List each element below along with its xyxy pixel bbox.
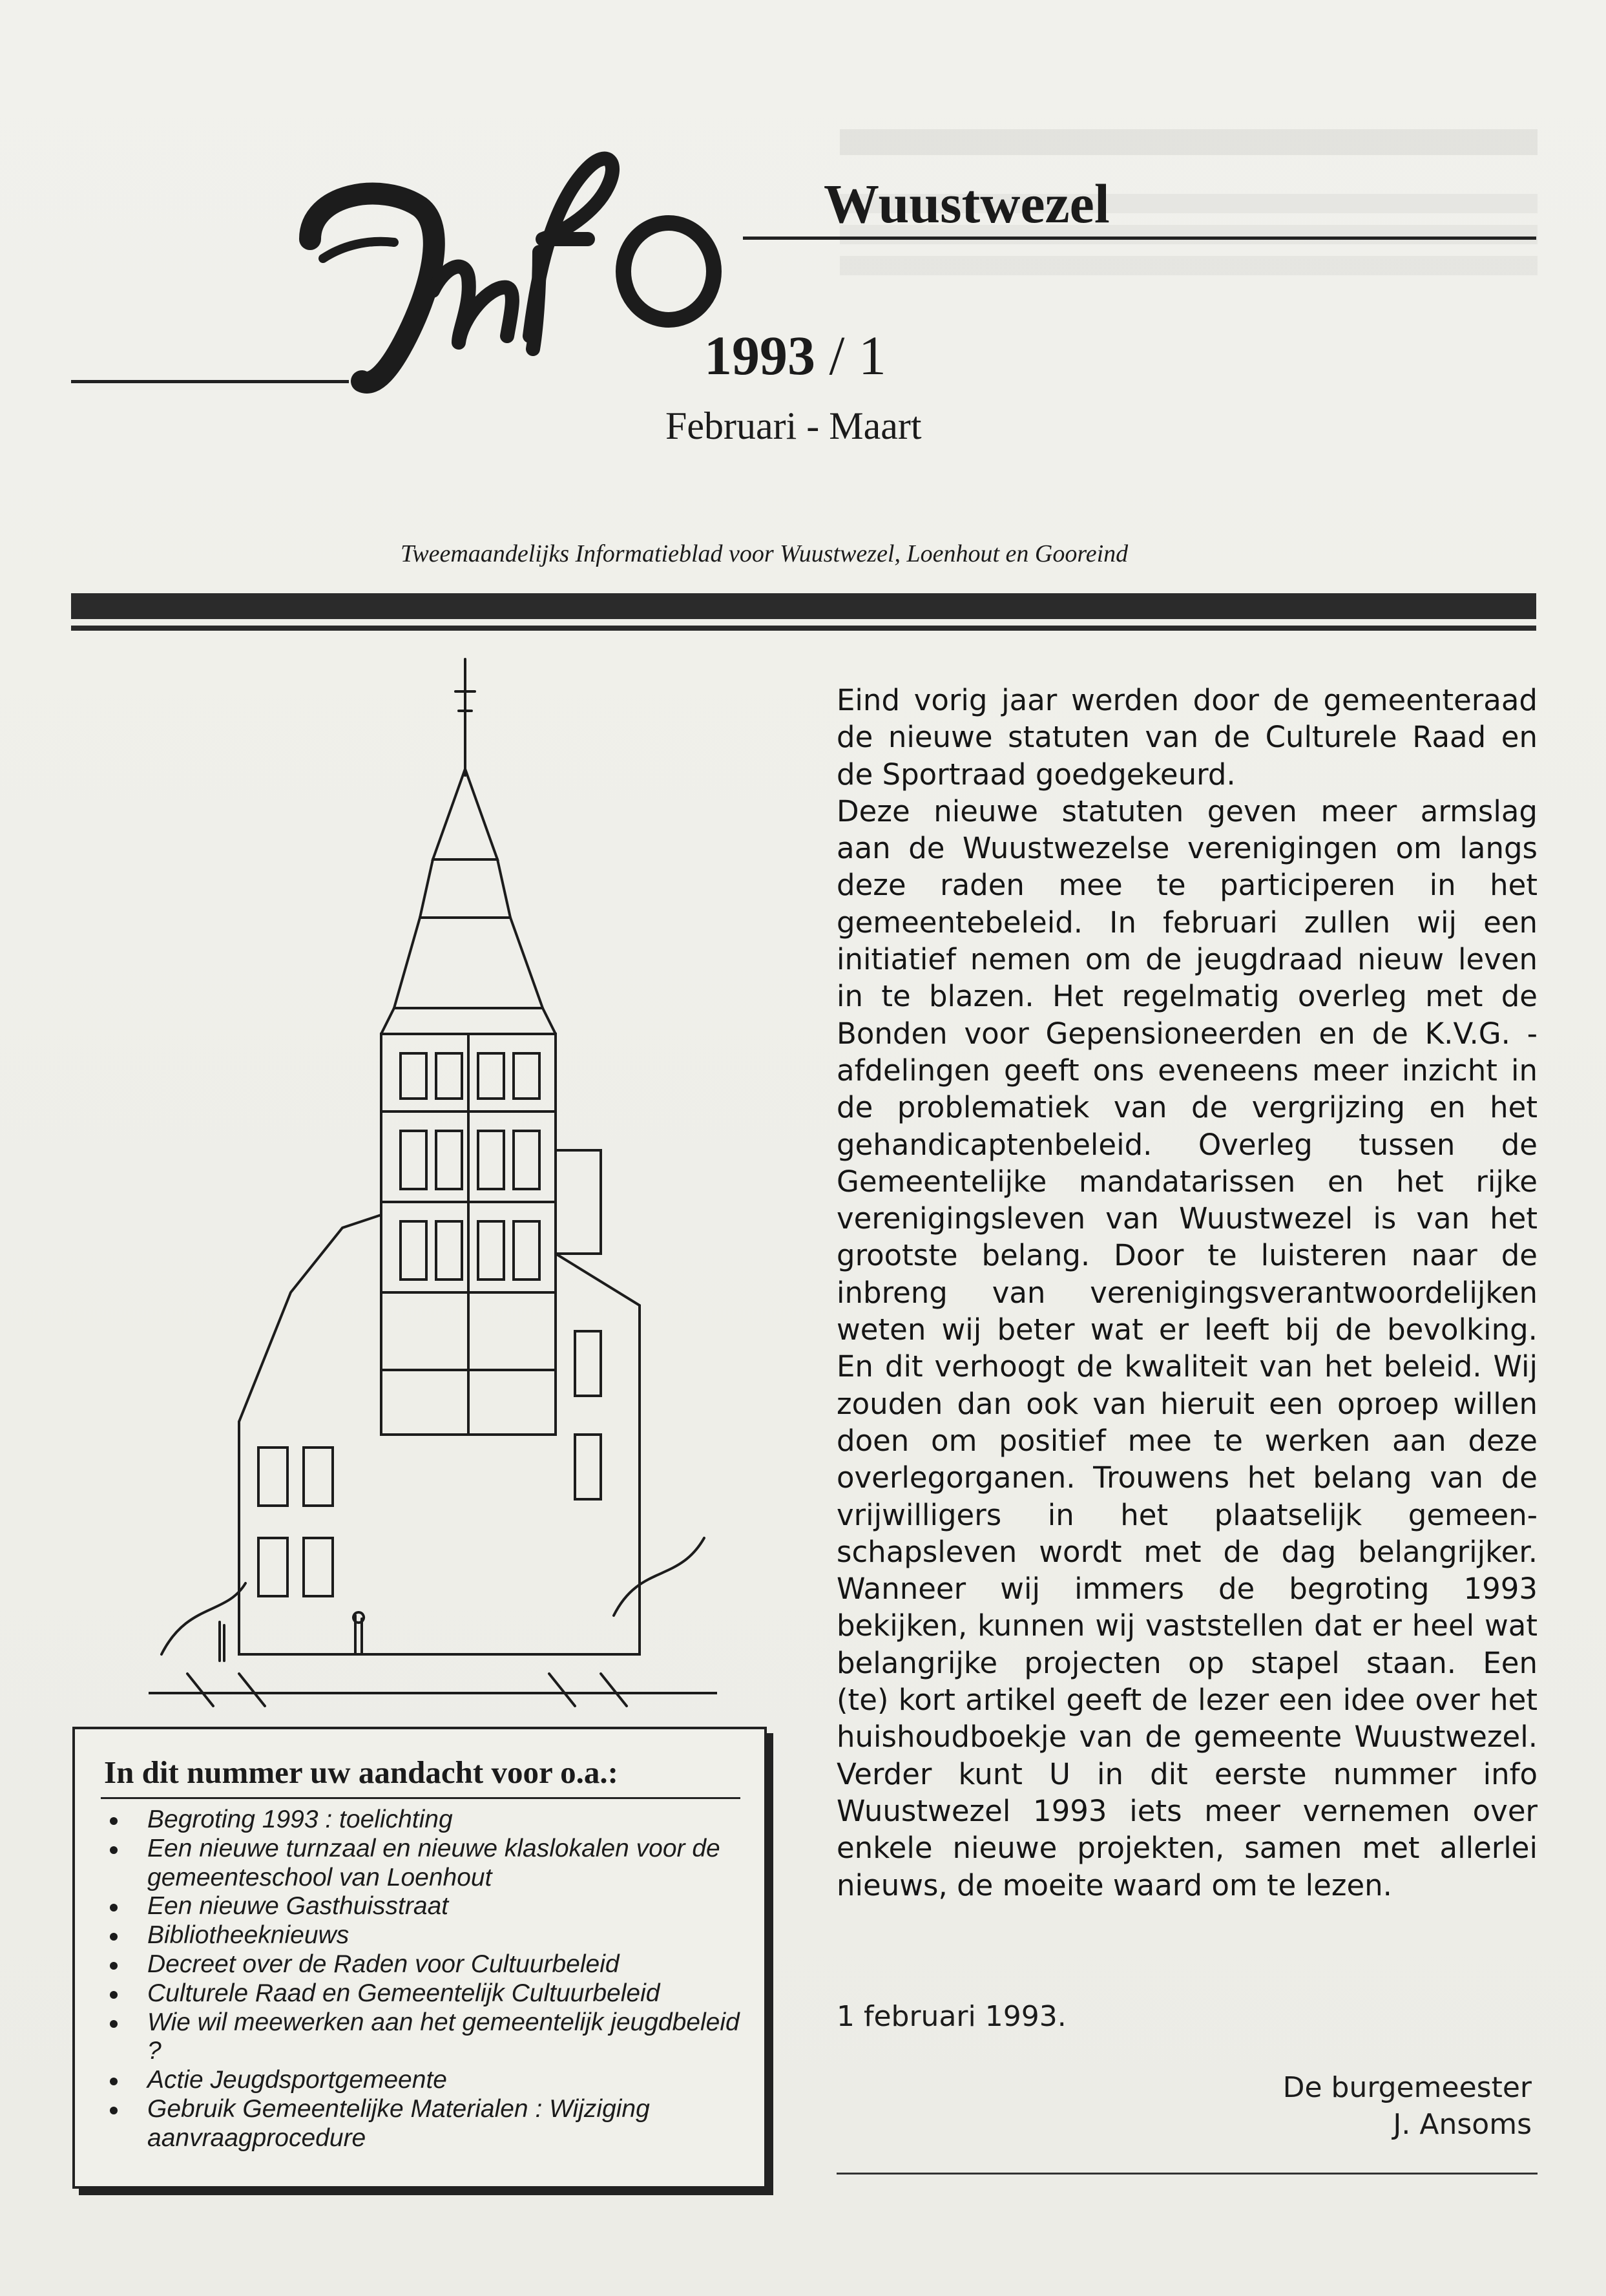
contents-item: Een nieuwe Gasthuisstraat xyxy=(101,1892,753,1921)
letter-line: aan de Wuustwezelse verenigingen om langs xyxy=(837,831,1538,866)
letter-line: Wanneer wij immers de begroting 1993 xyxy=(837,1572,1538,1606)
letter-line: doen om positief mee te werken aan deze xyxy=(837,1423,1538,1458)
letter-line: initiatief nemen om de jeugdraad nieuw leven xyxy=(837,942,1538,977)
letter-line: Eind vorig jaar werden door de gemeenteraad xyxy=(837,683,1538,717)
letter-line: de nieuwe statuten van de Culturele Raad en xyxy=(837,720,1538,755)
letter-line: schapsleven wordt met de dag belangrijker. xyxy=(837,1534,1538,1569)
letter-line: Wuustwezel 1993 iets meer vernemen over xyxy=(837,1793,1538,1828)
contents-item: Bibliotheeknieuws xyxy=(101,1921,753,1950)
signer-name: J. Ansoms xyxy=(1393,2108,1532,2141)
contents-item: Een nieuwe turnzaal en nieuwe klaslokalen voor de gemeenteschool van Loenhout xyxy=(101,1835,753,1893)
letter-line: in te blazen. Het regelmatig overleg met de xyxy=(837,979,1538,1014)
letter-line: grootste belang. Door te luisteren naar de xyxy=(837,1238,1538,1273)
issue-period: Februari - Maart xyxy=(665,405,922,447)
letter-line: vrijwilligers in het plaatselijk gemeen- xyxy=(837,1497,1538,1532)
contents-item: Begroting 1993 : toelichting xyxy=(101,1806,753,1835)
letter-line: huishoudboekje van de gemeente Wuustwezel. xyxy=(837,1720,1538,1754)
contents-item: Decreet over de Raden voor Cultuurbeleid xyxy=(101,1950,753,1979)
contents-list xyxy=(101,1806,753,2153)
letter-line: (te) kort artikel geeft de lezer een idee over het xyxy=(837,1683,1538,1718)
letter-line: zouden dan ook van hieruit een oproep willen xyxy=(837,1386,1538,1421)
town-hall-illustration xyxy=(149,646,717,1732)
contents-item: Actie Jeugdsportgemeente xyxy=(101,2066,753,2095)
letter-date: 1 februari 1993. xyxy=(837,2000,1067,2033)
letter-line: En dit verhoogt de kwaliteit van het beleid. Wij xyxy=(837,1349,1538,1384)
letter-line: deze raden mee te participeren in het xyxy=(837,868,1538,903)
masthead-title: Wuustwezel xyxy=(824,173,1110,235)
issue-year: 1993 xyxy=(704,324,815,386)
tagline: Tweemaandelijks Informatieblad voor Wuustwezel, Loenhout en Gooreind xyxy=(401,540,1129,567)
letter-line: belangrijke projecten op stapel staan. Een xyxy=(837,1645,1538,1680)
letter-line: afdelingen geeft ons eveneens meer inzicht in xyxy=(837,1053,1538,1088)
masthead-rule-right xyxy=(743,237,1536,240)
issue-seq: / 1 xyxy=(829,324,886,386)
header-band xyxy=(71,593,1536,619)
letter-line: Deze nieuwe statuten geven meer armslag xyxy=(837,794,1538,828)
contents-box xyxy=(72,1727,767,2189)
letter-line: overlegorganen. Trouwens het belang van de xyxy=(837,1460,1538,1495)
contents-item: Gebruik Gemeentelijke Materialen : Wijziging aanvraagprocedure xyxy=(101,2095,753,2153)
letter-line: de problematiek van de vergrijzing en het xyxy=(837,1090,1538,1125)
editorial-letter xyxy=(837,682,1538,1904)
header-band-thin xyxy=(71,626,1536,631)
signer-role: De burgemeester xyxy=(1282,2071,1532,2104)
letter-line: Verder kunt U in dit eerste nummer info xyxy=(837,1756,1538,1791)
letter-line: de Sportraad goedgekeurd. xyxy=(837,757,1236,792)
letter-line: bekijken, kunnen wij vaststellen dat er heel wat xyxy=(837,1608,1538,1643)
letter-line: verenigingsleven van Wuustwezel is van het xyxy=(837,1201,1538,1236)
info-logo xyxy=(284,123,749,427)
letter-line: gemeentebeleid. In februari zullen wij een xyxy=(837,905,1538,940)
letter-line: gehandicaptenbeleid. Overleg tussen de xyxy=(837,1127,1538,1162)
contents-item: Culturele Raad en Gemeentelijk Cultuurbeleid xyxy=(101,1979,753,2008)
letter-line: enkele nieuwe projekten, samen met allerlei xyxy=(837,1831,1538,1866)
contents-item: Wie wil meewerken aan het gemeentelijk jeugdbeleid ? xyxy=(101,2008,753,2067)
issue-number xyxy=(704,323,886,388)
letter-line: Gemeentelijke mandatarissen en het rijke xyxy=(837,1164,1538,1199)
contents-title: In dit nummer uw aandacht voor o.a.: xyxy=(104,1754,618,1790)
letter-line: nieuws, de moeite waard om te lezen. xyxy=(837,1868,1392,1902)
letter-line: weten wij beter wat er leeft bij de bevolking. xyxy=(837,1312,1538,1347)
letter-line: inbreng van verenigingsverantwoordelijken xyxy=(837,1275,1538,1310)
contents-title-rule xyxy=(101,1797,740,1799)
letter-line: Bonden voor Gepensioneerden en de K.V.G. - xyxy=(837,1016,1538,1051)
closing-rule xyxy=(837,2173,1538,2175)
